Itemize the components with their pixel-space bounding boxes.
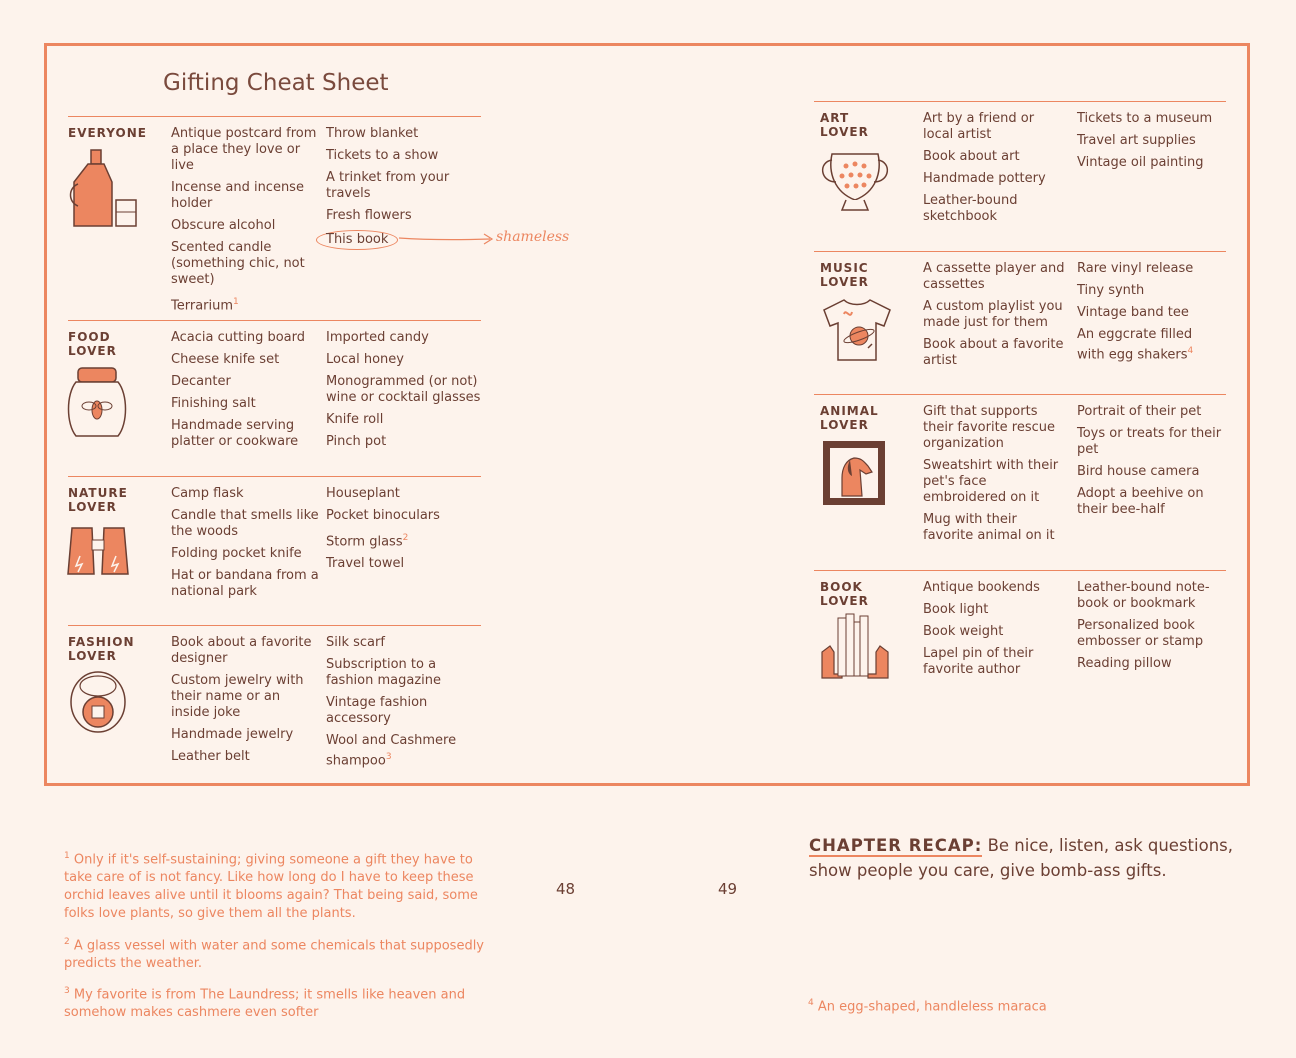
band-tshirt-icon xyxy=(820,296,894,364)
section-food xyxy=(68,320,481,321)
list-item: Reading pillow xyxy=(1077,656,1172,671)
bookends-icon xyxy=(818,612,892,680)
page-number-left: 48 xyxy=(556,880,576,898)
list-item: Sweatshirt with their pet's face embroidered on it xyxy=(923,458,1059,505)
footnote-1: $^1$ Only if it's self-sustaining; giving someone a gift they have to take care of is not fancy. Like how long do I have to keep these orchid leaves alive until it blooms again? That being said, some folks love plants, so give them all the plants. xyxy=(64,851,478,922)
section-book xyxy=(814,570,1226,571)
belt-roll-icon xyxy=(68,666,128,736)
list-item: Tickets to a museum xyxy=(1077,111,1213,126)
list-item: Leather belt xyxy=(171,749,250,764)
list-item: An eggcrate filled with egg shakers$^4$ xyxy=(1077,327,1194,363)
trophy-vase-icon xyxy=(818,148,892,214)
list-item: Obscure alcohol xyxy=(171,218,276,233)
recap-label: CHAPTER RECAP: xyxy=(809,836,983,855)
footnote-ref: 3 xyxy=(385,752,392,762)
binoculars-icon xyxy=(66,520,130,580)
art-column-2 xyxy=(1077,111,1222,177)
list-item: Finishing salt xyxy=(171,396,256,411)
list-item: Fresh flowers xyxy=(326,208,412,223)
list-item: Pocket binoculars xyxy=(326,508,440,523)
footnote-ref: 1 xyxy=(233,297,239,307)
section-label-nature: NATURE LOVER xyxy=(68,486,128,514)
section-label-book: BOOK LOVER xyxy=(820,580,869,608)
section-everyone xyxy=(68,116,481,117)
section-label-food: FOOD LOVER xyxy=(68,330,117,358)
section-fashion xyxy=(68,625,481,626)
list-item: Travel towel xyxy=(326,556,405,572)
list-item: Art by a friend or local artist xyxy=(923,111,1035,142)
book-column-2 xyxy=(1077,580,1227,678)
list-item: Knife roll xyxy=(326,412,384,427)
list-item: Toys or treats for their pet xyxy=(1077,426,1222,457)
everyone-column-1 xyxy=(171,126,321,320)
list-item: Houseplant xyxy=(326,486,400,501)
list-item: Portrait of their pet xyxy=(1077,404,1202,419)
list-item: Gift that supports their favorite rescue organization xyxy=(923,404,1056,451)
list-item: Handmade pottery xyxy=(923,171,1046,186)
list-item: Tickets to a show xyxy=(326,148,439,163)
honey-jar-icon xyxy=(66,364,128,440)
list-item: Subscription to a fashion magazine xyxy=(326,657,442,688)
list-item: Folding pocket knife xyxy=(171,546,302,561)
list-item: Vintage fashion accessory xyxy=(326,695,428,726)
section-label-fashion: FASHION LOVER xyxy=(68,635,135,663)
list-item: Pinch pot xyxy=(326,434,387,449)
list-item: Cheese knife set xyxy=(171,352,280,367)
footnote-3: $^3$ My favorite is from The Laundress; it smells like heaven and somehow makes cashmere even softer xyxy=(64,986,466,1021)
list-item: Mug with their favorite animal on it xyxy=(923,512,1055,543)
list-item: Handmade serving platter or cookware xyxy=(171,418,299,449)
chapter-recap xyxy=(809,833,1259,883)
page-title: Gifting Cheat Sheet xyxy=(163,70,389,96)
list-item: Imported candy xyxy=(326,330,429,345)
section-label-everyone: EVERYONE xyxy=(68,126,147,140)
list-item: Local honey xyxy=(326,352,404,367)
list-item: Tiny synth xyxy=(1077,283,1145,298)
pet-portrait-icon xyxy=(820,438,888,508)
recap-text: Be nice, listen, ask questions, show people you care, give bomb-ass gifts. xyxy=(809,836,1233,880)
footnote-ref: 2 xyxy=(402,533,409,543)
list-item: Candle that smells like the woods xyxy=(171,508,319,539)
art-column-1 xyxy=(923,111,1068,231)
animal-column-1 xyxy=(923,404,1068,550)
list-item: Adopt a beehive on their bee-half xyxy=(1077,486,1204,517)
nature-column-1 xyxy=(171,486,321,606)
list-item: Leather-bound sketchbook xyxy=(923,193,1018,224)
list-item: Handmade jewelry xyxy=(171,727,294,742)
section-animal xyxy=(814,394,1226,395)
list-item: Antique bookends xyxy=(923,580,1040,595)
list-item: Travel art supplies xyxy=(1077,133,1196,148)
list-item: Book about art xyxy=(923,149,1020,164)
list-item: Camp flask xyxy=(171,486,244,501)
list-item: Wool and Cashmere shampoo$^3$ xyxy=(326,733,457,769)
list-item: Bird house camera xyxy=(1077,464,1200,479)
footnote-4: $^4$ An egg-shaped, handleless maraca xyxy=(808,998,1047,1015)
list-item: Silk scarf xyxy=(326,635,385,650)
list-item: A cassette player and cassettes xyxy=(923,261,1065,292)
list-item: Vintage band tee xyxy=(1077,305,1189,320)
list-item: Hat or bandana from a national park xyxy=(171,568,319,599)
list-item: Leather-bound note-book or bookmark xyxy=(1077,580,1210,611)
food-column-1 xyxy=(171,330,321,456)
list-item: A trinket from your travels xyxy=(326,170,450,201)
list-item: Scented candle (something chic, not sweet) xyxy=(171,240,305,287)
list-item: Incense and incense holder xyxy=(171,180,304,211)
list-item: Book about a favorite artist xyxy=(923,337,1064,368)
list-item: Lapel pin of their favorite author xyxy=(923,646,1034,677)
fashion-column-1 xyxy=(171,635,321,771)
footnote-2: $^2$ A glass vessel with water and some chemicals that supposedly predicts the weather. xyxy=(64,937,485,972)
section-label-animal: ANIMAL LOVER xyxy=(820,404,879,432)
list-item: Storm glass$^2$ xyxy=(326,533,409,550)
shameless-annotation: shameless xyxy=(496,229,570,245)
section-label-music: MUSIC LOVER xyxy=(820,261,869,289)
list-item: Acacia cutting board xyxy=(171,330,305,345)
list-item: A custom playlist you made just for them xyxy=(923,299,1063,330)
list-item: Monogrammed (or not) wine or cocktail glasses xyxy=(326,374,481,405)
section-music xyxy=(814,251,1226,252)
animal-column-2 xyxy=(1077,404,1222,524)
music-column-1 xyxy=(923,261,1068,375)
list-item: Custom jewelry with their name or an inside joke xyxy=(171,673,304,720)
list-item: Vintage oil painting xyxy=(1077,155,1204,170)
music-column-2 xyxy=(1077,261,1222,369)
this-book-circled: This book xyxy=(316,230,398,250)
section-nature xyxy=(68,476,481,477)
section-art xyxy=(814,101,1226,102)
arrow-icon xyxy=(398,232,496,246)
footnote-ref: 4 xyxy=(1187,346,1194,356)
food-column-2 xyxy=(326,330,481,456)
list-item: Throw blanket xyxy=(326,126,419,141)
section-label-art: ART LOVER xyxy=(820,111,869,139)
liquor-bottle-icon xyxy=(68,148,140,232)
list-item: Book weight xyxy=(923,624,1004,639)
list-item: Book about a favorite designer xyxy=(171,635,312,666)
list-item: Terrarium$^1$ xyxy=(171,297,239,314)
list-item: Personalized book embosser or stamp xyxy=(1077,618,1204,649)
list-item: Book light xyxy=(923,602,989,617)
nature-column-2 xyxy=(326,486,481,578)
list-item: Antique postcard from a place they love or live xyxy=(171,126,317,173)
fashion-column-2 xyxy=(326,635,481,775)
list-item: Decanter xyxy=(171,374,231,389)
book-column-1 xyxy=(923,580,1068,684)
list-item: Rare vinyl release xyxy=(1077,261,1194,276)
page-number-right: 49 xyxy=(718,880,738,898)
